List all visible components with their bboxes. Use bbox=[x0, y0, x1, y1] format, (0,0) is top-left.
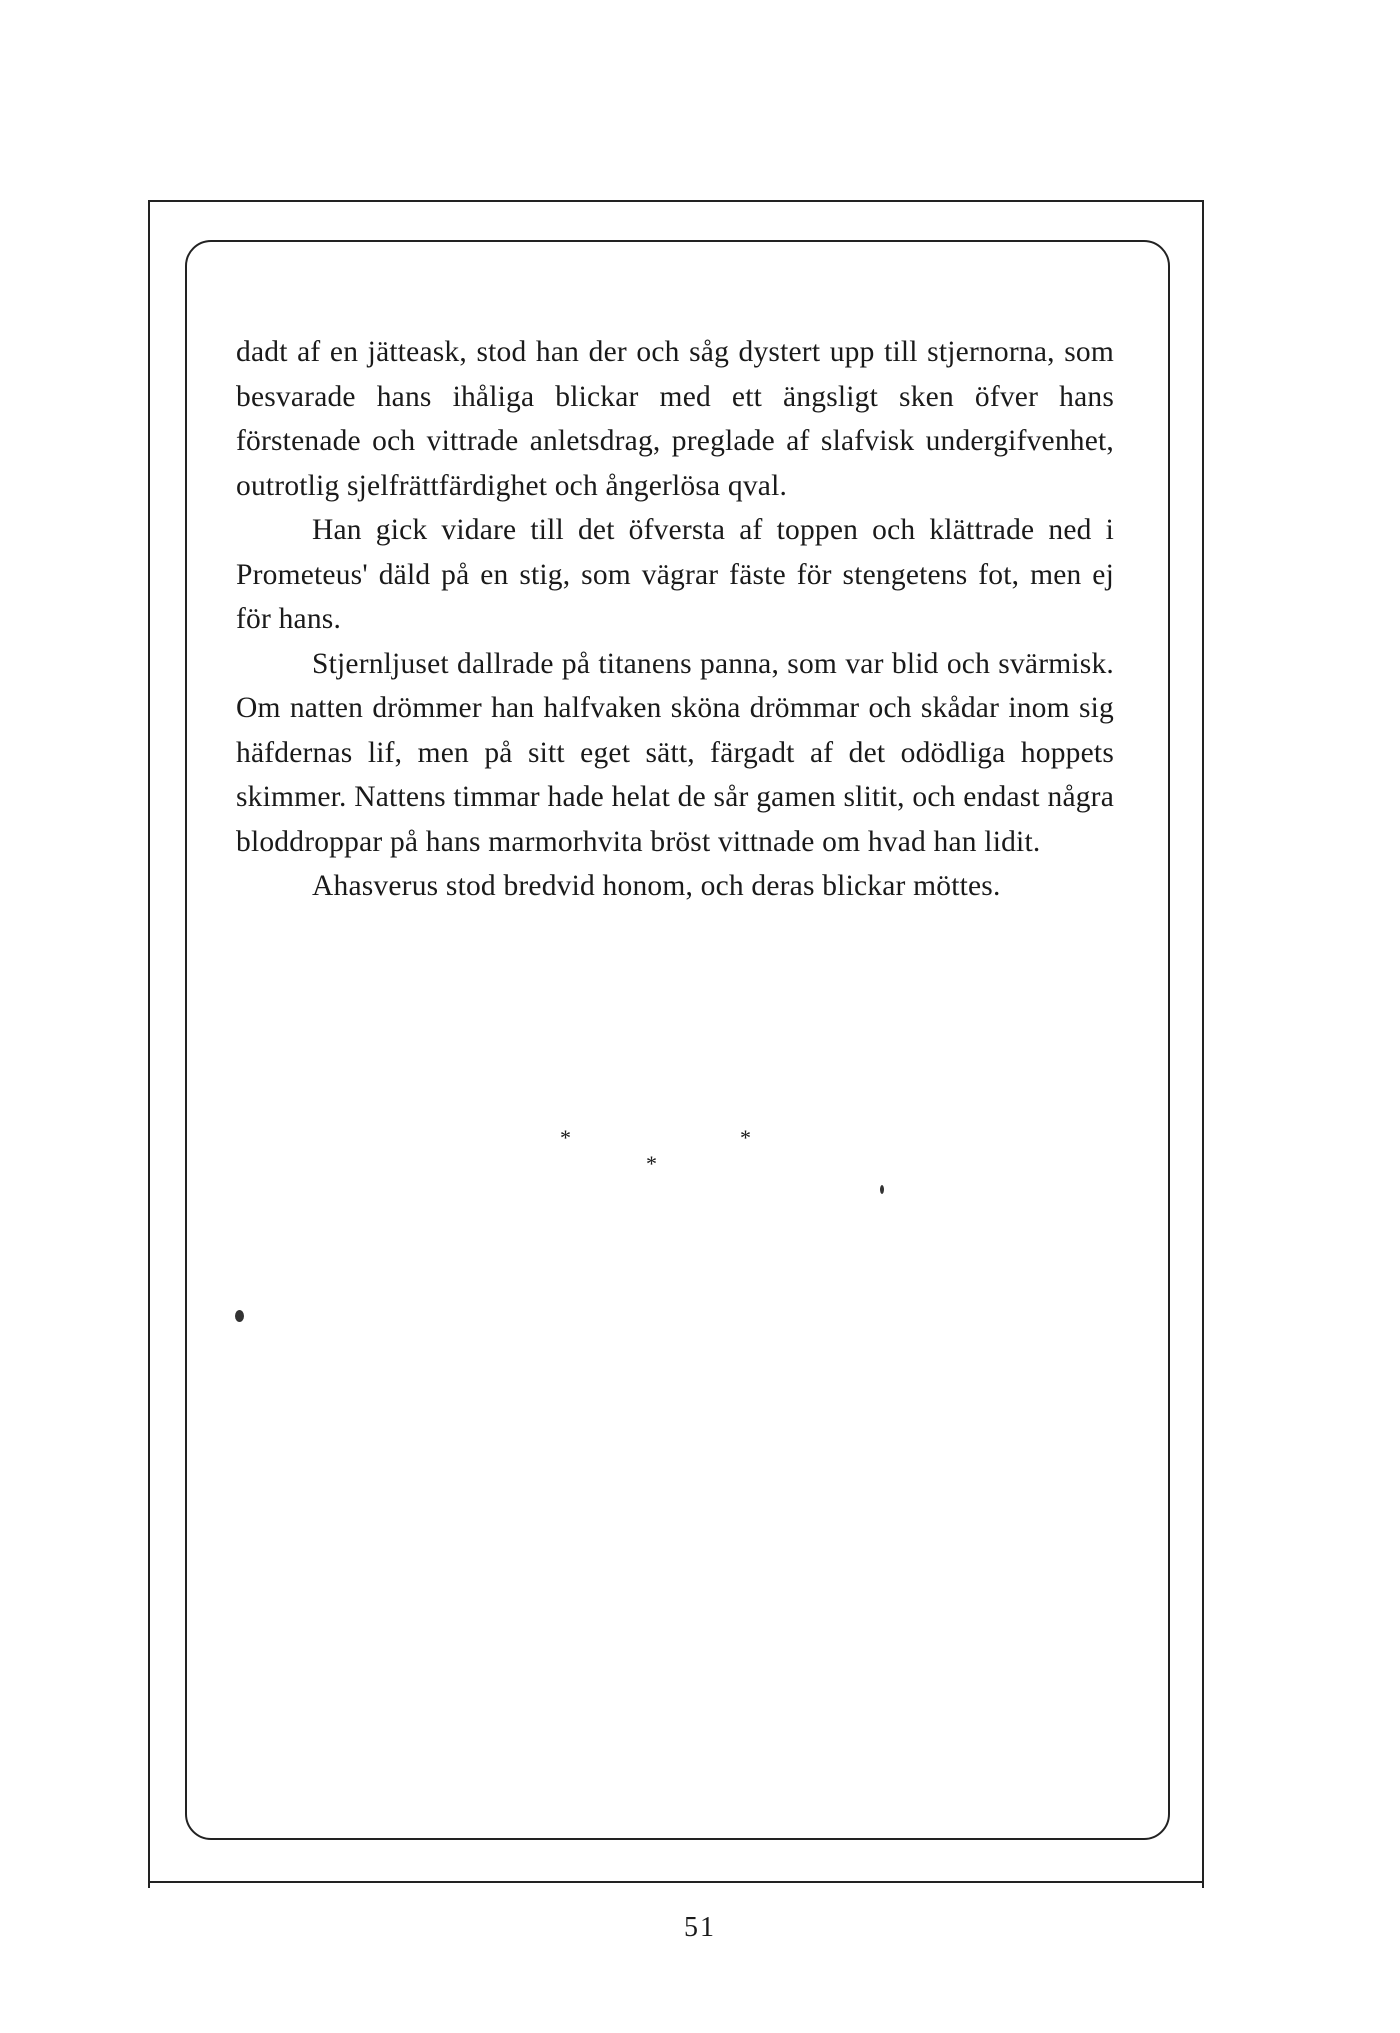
paragraph-2: Han gick vidare till det öfversta af toppen och klättrade ned i Prometeus' däld på en stig, som vägrar fäste för stengetens fot, men ej för hans. bbox=[236, 514, 1114, 635]
paragraph-1: dadt af en jätteask, stod han der och såg dystert upp till stjernorna, som besvarade hans ihåliga blickar med ett ängsligt sken öfver hans förstenade och vittrade anletsdrag, preglade af slafvisk undergifvenhet, outrotlig sjelfrättfärdighet och ångerlösa qval. bbox=[236, 336, 1114, 502]
asterism-star: * bbox=[560, 1125, 571, 1150]
asterism-star: * bbox=[646, 1151, 657, 1176]
paragraph-3: Stjernljuset dallrade på titanens panna, som var blid och svärmisk. Om natten drömmer han halfvaken sköna drömmar och skådar inom sig häfdernas lif, men på sitt eget sätt, färgadt af det odödliga hoppets skimmer. Nattens timmar hade helat de sår gamen slitit, och endast några bloddroppar på hans marmorhvita bröst vittnade om hvad han lidit. bbox=[236, 647, 1114, 858]
asterism-divider bbox=[560, 1125, 780, 1185]
paragraph-4: Ahasverus stod bredvid honom, och deras blickar möttes. bbox=[312, 870, 1001, 902]
outer-frame-bottom-rule bbox=[148, 1881, 1204, 1883]
page-number: 51 bbox=[684, 1912, 716, 1943]
ink-speck bbox=[880, 1185, 884, 1194]
ink-blot bbox=[235, 1310, 244, 1322]
asterism-star: * bbox=[740, 1125, 751, 1150]
body-text bbox=[236, 330, 1114, 909]
